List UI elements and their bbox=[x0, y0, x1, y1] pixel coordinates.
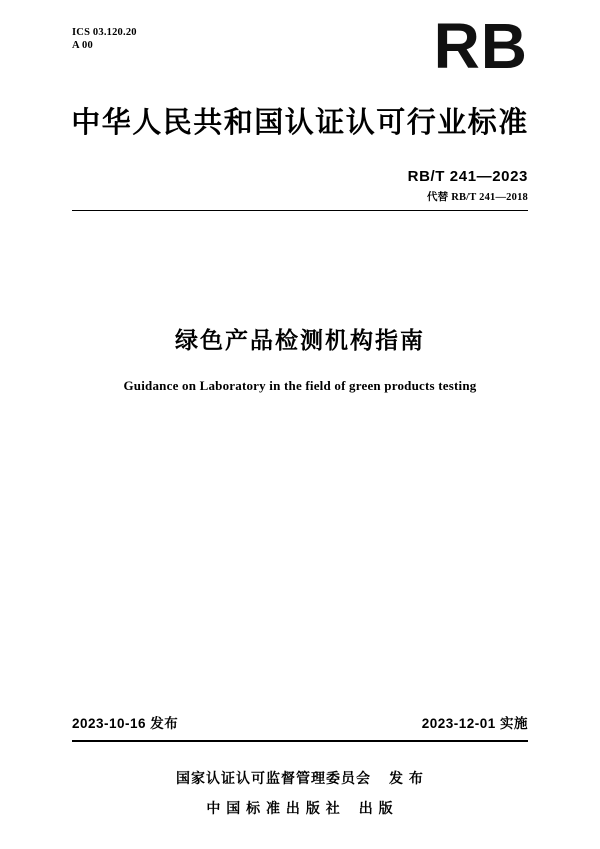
publisher-line bbox=[0, 798, 600, 818]
issuer-line bbox=[0, 768, 600, 788]
header-divider bbox=[72, 210, 528, 211]
issue-date: 2023-10-16 发布 bbox=[72, 716, 179, 731]
publisher-name: 中 国 标 准 出 版 社 bbox=[206, 800, 341, 816]
publisher-action: 出 版 bbox=[358, 800, 394, 816]
document-title-english: Guidance on Laboratory in the field of green products testing bbox=[123, 378, 477, 393]
standard-number-block bbox=[408, 168, 528, 204]
issuer-action: 发 布 bbox=[389, 770, 424, 786]
ccs-code: A 00 bbox=[72, 40, 93, 52]
footer-divider bbox=[72, 740, 528, 742]
issuer-name: 国家认证认可监督管理委员会 bbox=[176, 770, 372, 786]
series-title: 中华人民共和国认证认可行业标准 bbox=[71, 107, 529, 139]
implementation-date: 2023-12-01 实施 bbox=[421, 716, 528, 731]
standard-replaces: 代替 RB/T 241—2018 bbox=[426, 192, 528, 203]
publisher-block bbox=[0, 768, 600, 828]
date-row bbox=[72, 712, 528, 732]
document-title-chinese: 绿色产品检测机构指南 bbox=[175, 327, 425, 353]
standard-number: RB/T 241—2023 bbox=[407, 168, 528, 185]
ics-block bbox=[72, 26, 137, 52]
rb-logo: RB bbox=[433, 10, 528, 82]
ics-code: ICS 03.120.20 bbox=[72, 27, 137, 38]
